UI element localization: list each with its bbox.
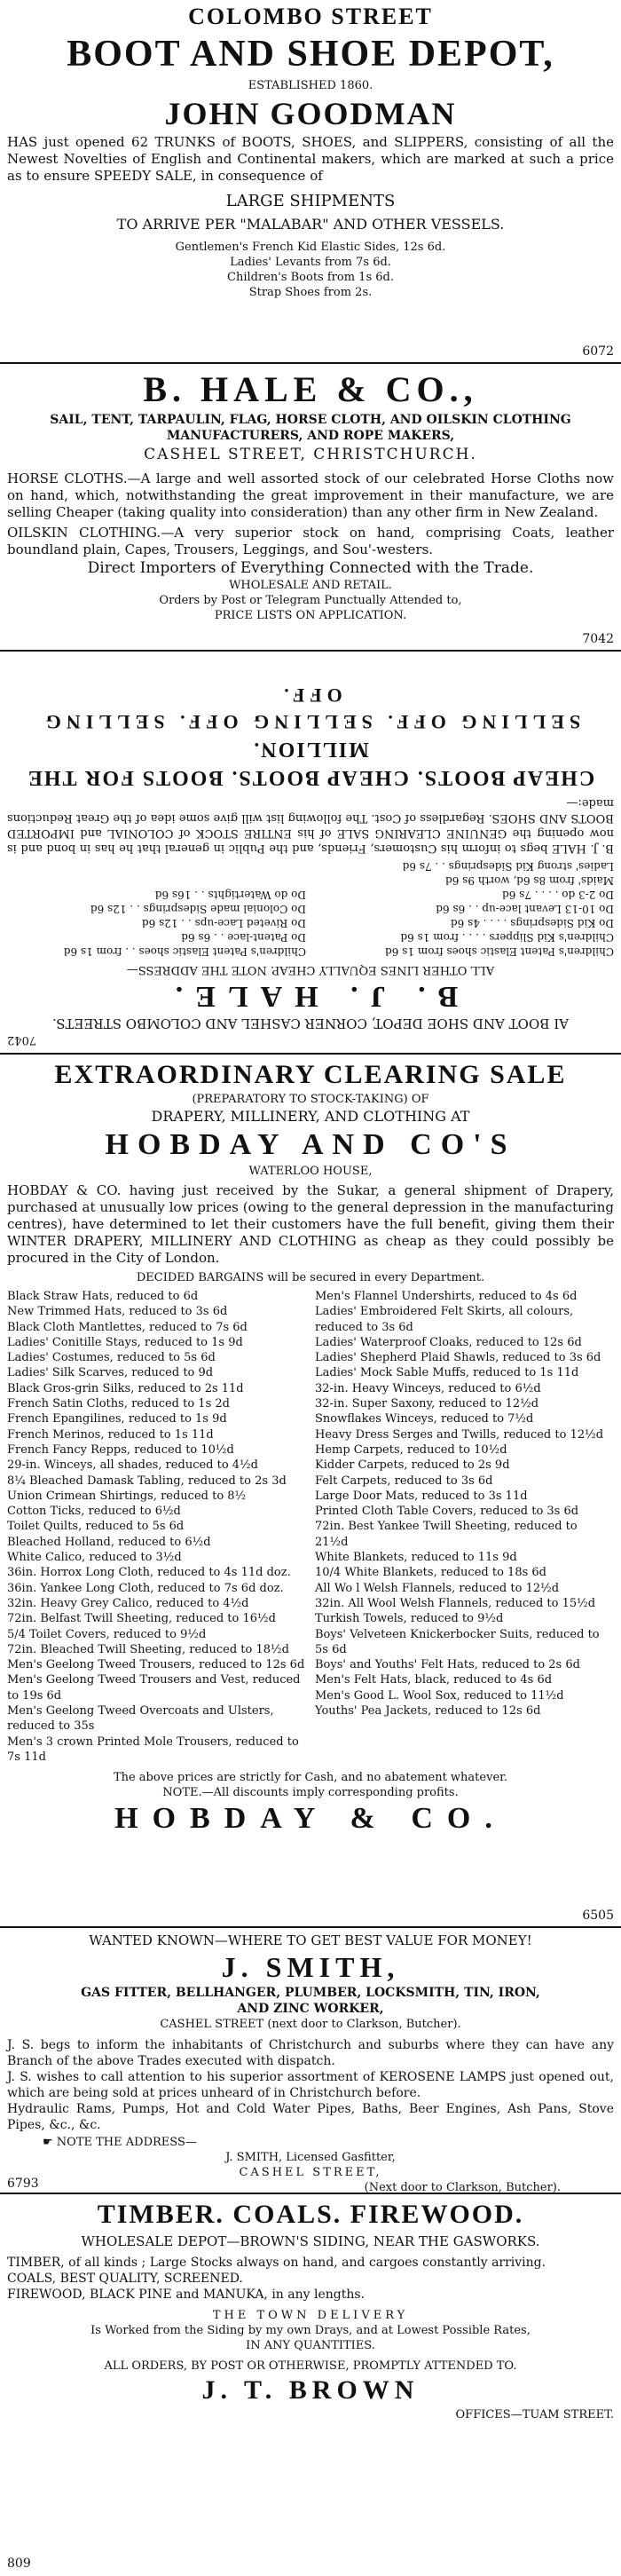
bargain-item: White Blankets, reduced to 11s 9d	[315, 1551, 517, 1565]
brown-offices: OFFICES—TUAM STREET.	[455, 2408, 614, 2422]
bargain-item: Ladies' Waterproof Cloaks, reduced to 12s 6d	[315, 1335, 582, 1349]
bargain-item: Boys' and Youths' Felt Hats, reduced to 2s 6d	[315, 1658, 580, 1672]
hobday-right-column	[315, 1289, 614, 1765]
bargain-item: Men's 3 crown Printed Mole Trousers, reduced to 7s 11d	[7, 1734, 299, 1764]
list-item: Do Patent-lace . . 6s 6d	[181, 931, 306, 944]
hale-line1: SAIL, TENT, TARPAULIN, FLAG, HORSE CLOTH, AND OILSKIN CLOTHING	[50, 413, 571, 427]
hobday-sub: (PREPARATORY TO STOCK-TAKING) OF	[192, 1093, 429, 1106]
smith-note-text: NOTE THE ADDRESS—	[56, 2136, 197, 2149]
brown-title: TIMBER. COALS. FIREWOOD.	[97, 2200, 524, 2229]
list-item: Do Colonial made Sidesprings . . 12s 6d	[90, 903, 306, 915]
goodman-ref: 6072	[582, 344, 614, 359]
bargain-item: Large Door Mats, reduced to 3s 11d	[315, 1489, 528, 1503]
bargain-item: Men's Geelong Tweed Trousers, reduced to 12s 6d	[7, 1658, 305, 1672]
smith-title: J. SMITH,	[221, 1951, 400, 1983]
list-item: Do do Watertights . . 16s 6d	[154, 889, 306, 901]
goodman-item: Children's Boots from 1s 6d.	[227, 271, 394, 284]
smith-sig3: (Next door to Clarkson, Butcher).	[364, 2181, 561, 2194]
goodman-established: ESTABLISHED 1860.	[248, 79, 373, 92]
hale-inverted-ad	[0, 655, 621, 1047]
smith-body2: J. S. wishes to call attention to his superior assortment of KEROSENE LAMPS just opened out, which are being sold at prices unheard of in Christchurch before.	[7, 2070, 614, 2100]
brown-timber: TIMBER, of all kinds ; Large Stocks always on hand, and cargoes constantly arriving.	[7, 2256, 546, 2270]
hobday-ad	[0, 1058, 621, 1837]
goodman-header: COLOMBO STREET	[188, 4, 433, 29]
smith-trades2: AND ZINC WORKER,	[237, 2002, 384, 2016]
bargain-item: Snowflakes Winceys, reduced to 7½d	[315, 1412, 534, 1426]
goodman-body: HAS just opened 62 TRUNKS of BOOTS, SHOES, and SLIPPERS, consisting of all the Newest Novelties of English and Continental makers, which are marked at such a price as to ensure SPEEDY SALE, in consequence of	[7, 134, 614, 184]
hale-ref: 7042	[582, 632, 614, 646]
bargain-item: 36in. Horrox Long Cloth, reduced to 4s 11d doz.	[7, 1566, 291, 1580]
hale-body2: OILSKIN CLOTHING.—A very superior stock on hand, comprising Coats, leather boundland plain, Capes, Trousers, Leggings, and Sou'-westers.	[7, 525, 614, 557]
bargain-item: Men's Felt Hats, black, reduced to 4s 6d	[315, 1673, 553, 1687]
bargain-item: Printed Cloth Table Covers, reduced to 3s 6d	[315, 1505, 579, 1519]
hale-orders: Orders by Post or Telegram Punctually Attended to,	[159, 594, 462, 607]
bargain-item: 72in. Belfast Twill Sheeting, reduced to 16½d	[7, 1612, 276, 1626]
goodman-item: Ladies' Levants from 7s 6d.	[230, 256, 391, 269]
smith-body3: Hydraulic Rams, Pumps, Hot and Cold Water Pipes, Baths, Beer Engines, Ash Pans, Stove Pipes, &c., &c.	[7, 2102, 614, 2132]
hale-inverted-depot: AI BOOT AND SHOE DEPOT, CORNER CASHEL AND COLOMBO STREETS.	[51, 1015, 570, 1031]
list-item: Do 2-3 do . . . . 7s 6d	[502, 889, 614, 901]
bargain-item: Hemp Carpets, reduced to 10½d	[315, 1442, 507, 1457]
bargain-item: Bleached Holland, reduced to 6½d	[7, 1535, 211, 1549]
bargain-item: 32in. All Wool Welsh Flannels, reduced to 15½d	[315, 1596, 596, 1610]
brown-coals: COALS, BEST QUALITY, SCREENED.	[7, 2272, 243, 2286]
goodman-name: JOHN GOODMAN	[164, 96, 457, 131]
brown-ref: 809	[7, 2556, 31, 2571]
brown-orders: ALL ORDERS, BY POST OR OTHERWISE, PROMPTLY ATTENDED TO.	[104, 2359, 517, 2373]
bargain-item: 32-in. Heavy Winceys, reduced to 6½d	[315, 1381, 541, 1395]
bargain-item: Black Gros-grin Silks, reduced to 2s 11d	[7, 1381, 244, 1395]
smith-note	[43, 2135, 614, 2150]
hobday-house: WATERLOO HOUSE,	[248, 1165, 373, 1178]
bargain-item: Youths' Pea Jackets, reduced to 12s 6d	[315, 1704, 541, 1719]
hale-body1: HORSE CLOTHS.—A large and well assorted stock of our celebrated Horse Cloths now on hand, which, notwithstanding the great improvement in their manufacture, we are selling Cheaper (taking quality into consideration) than any other firm in New Zealand.	[7, 470, 614, 520]
hale-inverted-selling: SELLING OFF. SELLING OFF. SELLING OFF.	[40, 684, 581, 733]
bargain-item: Ladies' Costumes, reduced to 5s 6d	[7, 1351, 216, 1365]
divider	[0, 650, 621, 652]
bargain-item: 29-in. Winceys, all shades, reduced to 4½d	[7, 1458, 258, 1473]
list-item: Children's Kid Slippers . . . . from 1s 6d	[400, 931, 614, 944]
bargain-item: French Satin Cloths, reduced to 1s 2d	[7, 1397, 230, 1411]
hobday-ref: 6505	[582, 1908, 614, 1923]
goodman-title: BOOT AND SHOE DEPOT,	[67, 34, 554, 75]
list-item: Ladies' strong Kid Sidesprings . . 7s 6d	[402, 860, 614, 873]
divider	[0, 362, 621, 364]
list-item: Children's Patent Elastic shoes from 1s 6d	[385, 945, 614, 958]
hand-pointer-icon: ☛	[43, 2136, 53, 2149]
bargain-item: Boys' Velveteen Knickerbocker Suits, reduced to 5s 6d	[315, 1627, 600, 1656]
hale-line2: MANUFACTURERS, AND ROPE MAKERS,	[166, 429, 455, 443]
goodman-large: LARGE SHIPMENTS	[225, 192, 396, 210]
divider	[0, 1926, 621, 1928]
bargain-item: Men's Flannel Undershirts, reduced to 4s 6d	[315, 1290, 578, 1303]
goodman-ad	[0, 2, 621, 300]
bargain-item: 36in. Yankee Long Cloth, reduced to 7s 6d doz.	[7, 1581, 284, 1595]
bargain-item: Men's Good L. Wool Sox, reduced to 11½d	[315, 1688, 564, 1703]
hale-importers: Direct Importers of Everything Connected with the Trade.	[87, 559, 534, 577]
bargain-item: Ladies' Shepherd Plaid Shawls, reduced to 3s 6d	[315, 1351, 601, 1365]
brown-depot: WHOLESALE DEPOT—BROWN'S SIDING, NEAR THE GASWORKS.	[81, 2233, 540, 2249]
bargain-item: Kidder Carpets, reduced to 2s 9d	[315, 1458, 510, 1473]
goodman-arrive: TO ARRIVE PER "MALABAR" AND OTHER VESSELS.	[116, 216, 505, 233]
hobday-bargains	[7, 1289, 614, 1765]
smith-ref: 6793	[7, 2177, 39, 2191]
goodman-item: Strap Shoes from 2s.	[248, 286, 373, 299]
bargain-item: Turkish Towels, reduced to 9½d	[315, 1612, 504, 1626]
bargain-item: Heavy Dress Serges and Twills, reduced to 12½d	[315, 1427, 604, 1442]
bargain-item: Men's Geelong Tweed Trousers and Vest, reduced to 19s 6d	[7, 1673, 301, 1703]
hobday-note: NOTE.—All discounts imply corresponding profits.	[162, 1786, 459, 1800]
hobday-sub2: DRAPERY, MILLINERY, AND CLOTHING AT	[151, 1108, 470, 1125]
hale-inverted-prices	[7, 859, 614, 959]
list-item: Children's Patent Elastic shoes . . from 1s 6d	[63, 945, 306, 958]
hale-wholesale: WHOLESALE AND RETAIL.	[229, 579, 392, 592]
brown-name: J. T. BROWN	[201, 2375, 420, 2405]
divider	[0, 2193, 621, 2194]
smith-wanted: WANTED KNOWN—WHERE TO GET BEST VALUE FOR MONEY!	[89, 1932, 532, 1948]
bargain-item: French Merinos, reduced to 1s 11d	[7, 1427, 214, 1442]
hale-inverted-left	[315, 859, 614, 959]
bargain-item: Cotton Ticks, reduced to 6½d	[7, 1505, 181, 1519]
bargain-item: 32-in. Super Saxony, reduced to 12½d	[315, 1397, 539, 1411]
brown-quantities: IN ANY QUANTITIES.	[246, 2339, 375, 2352]
bargain-item: 72in. Best Yankee Twill Sheeting, reduced to 21½d	[315, 1520, 578, 1549]
list-item: Do Kid Sidesprings . . . . 4s 6d	[450, 917, 614, 929]
hobday-title3: HOBDAY & CO.	[114, 1802, 507, 1836]
hale-inverted-name: B. J. HALE.	[162, 980, 459, 1013]
smith-body1: J. S. begs to inform the inhabitants of Christchurch and suburbs where they can have any Branch of the above Trades executed with dispatch.	[7, 2038, 614, 2068]
bargain-item: Ladies' Silk Scarves, reduced to 9d	[7, 1366, 214, 1380]
list-item: Do Riveted Lace-ups . . 12s 6d	[141, 917, 306, 929]
hobday-body: HOBDAY & CO. having just received by the Sukar, a general shipment of Drapery, purchased at unusually low prices (owing to the general depression in the manufacturing centres), have determined to let their customers have the full benefit, giving them their WINTER DRAPERY, MILLINERY AND CLOTHING as cheap as they could possibly be procured in the City of London.	[7, 1182, 614, 1266]
list-item: Maids' from 8s 6d, worth 9s 6d	[445, 874, 614, 887]
divider	[0, 1053, 621, 1055]
bargain-item: 10/4 White Blankets, reduced to 18s 6d	[315, 1566, 546, 1580]
hale-inverted-right	[7, 859, 306, 959]
bargain-item: French Fancy Repps, reduced to 10½d	[7, 1442, 234, 1457]
hale-inverted-note: ALL OTHER LINES EQUALLY CHEAP. NOTE THE ADDRESS—	[126, 963, 495, 976]
bargain-item: All Wo l Welsh Flannels, reduced to 12½d	[315, 1581, 560, 1595]
goodman-item: Gentlemen's French Kid Elastic Sides, 12s 6d.	[175, 241, 446, 254]
bargain-item: Union Crimean Shirtings, reduced to 8½	[7, 1489, 247, 1503]
bargain-item: Felt Carpets, reduced to 3s 6d	[315, 1474, 493, 1488]
smith-trades1: GAS FITTER, BELLHANGER, PLUMBER, LOCKSMITH, TIN, IRON,	[81, 1986, 540, 2000]
bargain-item: Ladies' Conitille Stays, reduced to 1s 9d	[7, 1335, 243, 1349]
bargain-item: Ladies' Embroidered Felt Skirts, all colours, reduced to 3s 6d	[315, 1305, 574, 1334]
list-item: Do 10-13 Levant lace-up . . 6s 6d	[436, 903, 614, 915]
hobday-left-column	[7, 1289, 306, 1765]
bargain-item: 5/4 Toilet Covers, reduced to 9½d	[7, 1627, 207, 1641]
hale-prices: PRICE LISTS ON APPLICATION.	[214, 609, 407, 622]
smith-address: CASHEL STREET (next door to Clarkson, Butcher).	[160, 2018, 461, 2031]
hale-inverted-body: B. J. HALE begs to inform his Customers, Friends, and the Public in general that he has in bond and is now opening the GENUINE CLEARING SALE of his ENTIRE STOCK of COLONIAL and IMPORTED BOOTS AND SHOES. Regardless of Cost. The following list will give some idea of the Great Reductions made:—	[7, 796, 614, 855]
bargain-item: Toilet Quilts, reduced to 5s 6d	[7, 1520, 185, 1534]
brown-delivery: THE TOWN DELIVERY	[212, 2309, 409, 2322]
bargain-item: White Calico, reduced to 3½d	[7, 1551, 182, 1565]
hobday-cash: The above prices are strictly for Cash, and no abatement whatever.	[113, 1771, 508, 1785]
smith-sig2: CASHEL STREET,	[239, 2166, 382, 2179]
hale-line3: CASHEL STREET, CHRISTCHURCH.	[144, 446, 477, 463]
hale-title: B. HALE & CO.,	[143, 369, 478, 409]
brown-worked: Is Worked from the Siding by my own Drays, and at Lowest Possible Rates,	[90, 2324, 531, 2337]
brown-firewood: FIREWOOD, BLACK PINE and MANUKA, in any lengths.	[7, 2288, 366, 2302]
bargain-item: French Epangilines, reduced to 1s 9d	[7, 1412, 227, 1426]
bargain-item: New Trimmed Hats, reduced to 3s 6d	[7, 1305, 228, 1319]
hale-ad	[0, 367, 621, 623]
hobday-title1: EXTRAORDINARY CLEARING SALE	[54, 1060, 567, 1089]
bargain-item: Black Cloth Mantlettes, reduced to 7s 6d	[7, 1320, 248, 1334]
bargain-item: Men's Geelong Tweed Overcoats and Ulsters, reduced to 35s	[7, 1704, 274, 1734]
bargain-item: Ladies' Mock Sable Muffs, reduced to 1s 11d	[315, 1366, 579, 1380]
hobday-decided: DECIDED BARGAINS will be secured in every Department.	[136, 1271, 485, 1284]
bargain-item: Black Straw Hats, reduced to 6d	[7, 1290, 199, 1303]
bargain-item: 72in. Bleached Twill Sheeting, reduced to 18½d	[7, 1642, 289, 1656]
hobday-title2: HOBDAY AND CO'S	[105, 1128, 516, 1161]
brown-ad	[0, 2198, 621, 2422]
goodman-items	[7, 240, 614, 300]
hale-inverted-ref: 7042	[7, 1033, 37, 1047]
smith-ad	[0, 1932, 621, 2195]
hale-inverted-cheap: CHEAP BOOTS. CHEAP BOOTS. BOOTS FOR THE MILLION.	[26, 738, 595, 789]
bargain-item: 32in. Heavy Grey Calico, reduced to 4½d	[7, 1596, 249, 1610]
bargain-item: 8¼ Bleached Damask Tabling, reduced to 2s 3d	[7, 1474, 287, 1488]
smith-sig1: J. SMITH, Licensed Gasfitter,	[225, 2151, 396, 2164]
